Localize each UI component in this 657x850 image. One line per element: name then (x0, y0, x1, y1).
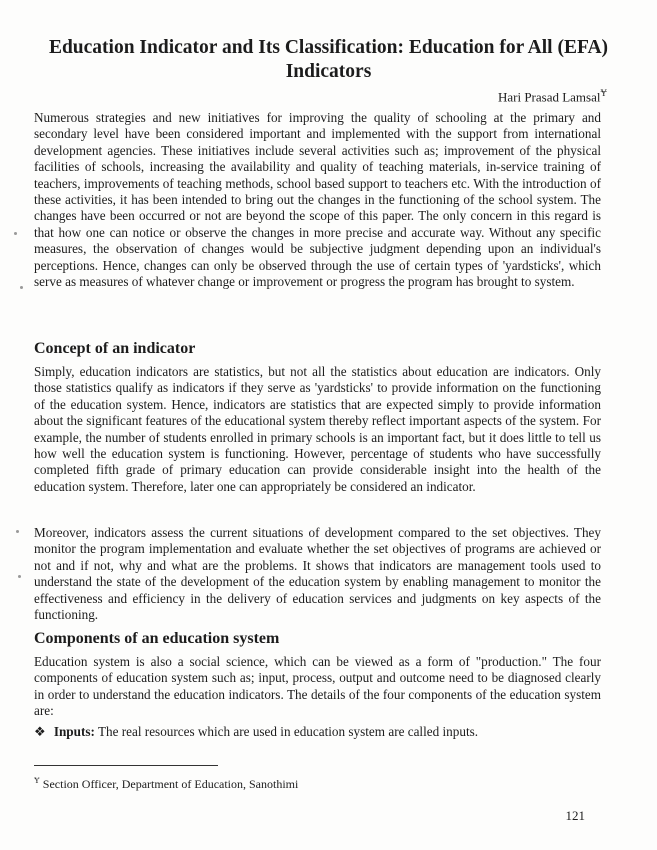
bullet-text: The real resources which are used in education system are called inputs. (97, 724, 479, 739)
paper-title: Education Indicator and Its Classification: Education for All (EFA) Indicators (48, 37, 609, 82)
diamond-bullet-icon: ❖ (34, 724, 46, 739)
bullet-inputs (34, 724, 601, 740)
author-line (498, 88, 607, 105)
scan-speck (14, 232, 17, 235)
scan-speck (20, 286, 23, 289)
bullet-term: Inputs: (53, 724, 95, 739)
scan-speck (18, 575, 21, 578)
moreover-paragraph: Moreover, indicators assess the current situations of development compared to the set objectives. They monitor the program implementation and evaluate whether the set objectives of programs are achieved or not and if not, why and what are the problems. It shows that indicators are management tools used to understand the state of the development of the education system by enabling management to monitor the effectiveness and efficiency in the delivery of education services and judgments on key aspects of the functioning. (34, 525, 601, 623)
scan-speck (16, 530, 19, 533)
author-name: Hari Prasad Lamsal (497, 89, 601, 105)
heading-concept-of-indicator: Concept of an indicator (34, 340, 196, 357)
intro-paragraph: Numerous strategies and new initiatives for improving the quality of schooling at the primary and secondary level have been considered important and implemented with the support from international development agencies. These initiatives include several activities such as; improvement of the physical facilities of schools, increasing the availability and quality of teaching materials, in-service training of teachers, improvements of teaching methods, school based support to teachers etc. With the introduction of these activities, it has been intended to bring out the changes in the functioning of the school system. The changes have been occurred or not are beyond the scope of this paper. The only concern in this regard is that how one can notice or observe the changes in more precise and accurate way. Without any specific measures, the observation of changes would be subjective judgment depending upon an individual's perceptions. Hence, changes can only be observed through the use of certain types of 'yardsticks', which serve as measures of whatever change or improvement or progress the program has brought to system. (34, 110, 601, 290)
author-footnote-mark: Ɏ (600, 88, 607, 98)
heading-components: Components of an education system (34, 630, 280, 647)
footnote-text: Section Officer, Department of Education, Sanothimi (42, 777, 299, 791)
footnote (34, 776, 298, 792)
footnote-divider (34, 765, 218, 766)
footnote-mark: Ɏ (34, 776, 40, 785)
components-paragraph: Education system is also a social science, which can be viewed as a form of "production." The four components of education system such as; input, process, output and outcome need to be diagnosed clearly in order to understand the education indicators. The details of the four components of the education system are: (34, 654, 601, 719)
page-number: 121 (565, 808, 585, 823)
concept-paragraph: Simply, education indicators are statistics, but not all the statistics about education are indicators. Only those statistics qualify as indicators if they serve as 'yardsticks' to provide information on the functioning of the education system. Hence, indicators are statistics that are expected simply to provide information about the significant features of the educational system thereby reflect important aspects of the system. For example, the number of students enrolled in primary schools is an important fact, but it does little to tell us how well the education system is functioning. However, percentage of students who have successfully completed fifth grade of primary education can provide considerable insight into the health of the education system. Therefore, later one can appropriately be considered an indicator. (34, 364, 601, 494)
